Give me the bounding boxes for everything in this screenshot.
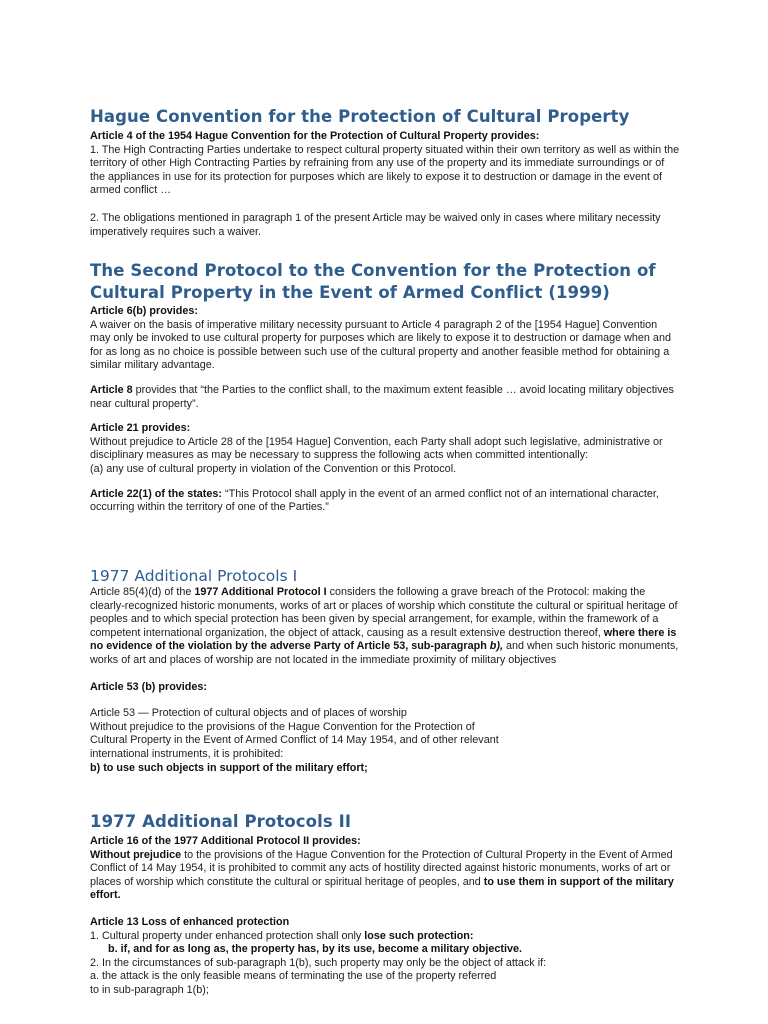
article-8-paragraph: Article 8 provides that “the Parties to the conflict shall, to the maximum extent feasible … avoid locating military objectives near cultural property”.	[90, 383, 674, 410]
section-additional-protocol-1	[90, 566, 680, 775]
article-13-line-1: 1. Cultural property under enhanced protection shall only lose such protection:	[90, 929, 474, 942]
heading-second-protocol: The Second Protocol to the Convention for the Protection of Cultural Property in the Event of Armed Conflict (1999)	[90, 261, 656, 302]
article-53-item-b: b) to use such objects in support of the military effort;	[90, 761, 368, 774]
heading-hague-convention: Hague Convention for the Protection of Cultural Property	[90, 107, 630, 126]
heading-additional-protocol-2: 1977 Additional Protocols II	[90, 812, 352, 831]
article-53-line-2: Without prejudice to the provisions of the Hague Convention for the Protection of	[90, 720, 475, 733]
article-53-line-3: Cultural Property in the Event of Armed Conflict of 14 May 1954, and of other relevant	[90, 734, 499, 747]
article-53-title: Article 53 — Protection of cultural objects and of places of worship	[90, 707, 407, 720]
article-6b-text: A waiver on the basis of imperative military necessity pursuant to Article 4 paragraph 2 of the [1954 Hague] Convention may only be invoked to use cultural property for purposes which are likely to expose it to destruction or damage when and for as long as no choice is possible between such use of the cultural property and another feasible method for obtaining a similar military advantage.	[90, 318, 671, 372]
article-85-paragraph: Article 85(4)(d) of the 1977 Additional Protocol I considers the following a grave breach of the Protocol: making the clearly-recognized historic monuments, works of art or places of worship which constitute the cultural or spiritual heritage of peoples and to which special protection has been given by special arrangement, for example, within the framework of a competent international organization, the object of attack, causing as a result extensive destruction thereof, where there is no evidence of the violation by the adverse Party of Article 53, sub-paragraph b), and when such historic monuments, works of art and places of worship are not located in the immediate proximity of military objectives	[90, 586, 679, 666]
article-6b-label: Article 6(b) provides:	[90, 305, 198, 317]
article-13-label: Article 13 Loss of enhanced protection	[90, 915, 290, 928]
article-13-line-2: b. if, and for as long as, the property has, by its use, become a military objective.	[108, 943, 522, 956]
article-16-text: Without prejudice to the provisions of the Hague Convention for the Protection of Cultural Property in the Event of Armed Conflict of 14 May 1954, it is prohibited to commit any acts of hostility directed against historic monuments, works of art or places of worship which constitute the cultural or spiritual heritage of peoples, and to use them in support of the military effort.	[90, 848, 674, 902]
section-hague-convention	[90, 106, 680, 239]
article-16-label: Article 16 of the 1977 Additional Protocol II provides:	[90, 835, 361, 847]
section-additional-protocol-2	[90, 811, 680, 998]
article-21-label: Article 21 provides:	[90, 422, 191, 435]
article-13-line-3: 2. In the circumstances of sub-paragraph 1(b), such property may only be the object of attack if:	[90, 956, 547, 969]
article-13-line-5: to in sub-paragraph 1(b);	[90, 983, 209, 996]
article-21-item-a: (a) any use of cultural property in violation of the Convention or this Protocol.	[90, 462, 457, 475]
article-53b-label: Article 53 (b) provides:	[90, 680, 207, 693]
article-22-paragraph: Article 22(1) of the states: “This Protocol shall apply in the event of an armed conflict not of an international character, occurring within the territory of one of the Parties.”	[90, 487, 659, 514]
paragraph-2: 2. The obligations mentioned in paragraph 1 of the present Article may be waived only in cases where military necessity imperatively requires such a waiver.	[90, 211, 661, 238]
heading-additional-protocol-1: 1977 Additional Protocols I	[90, 567, 298, 585]
section-second-protocol	[90, 260, 680, 515]
article-13-line-4: a. the attack is the only feasible means of terminating the use of the property referred	[90, 970, 497, 983]
paragraph-1: 1. The High Contracting Parties undertake to respect cultural property situated within their own territory as well as within the territory of other High Contracting Parties by refraining from any use of the property and its immediate surroundings or of the appliances in use for its protection for purposes which are likely to expose it to destruction or damage in the event of armed conflict …	[90, 143, 680, 197]
article-21-text: Without prejudice to Article 28 of the [1954 Hague] Convention, each Party shall adopt such legislative, administrative or disciplinary measures as may be necessary to suppress the following acts when committed intentionally:	[90, 435, 663, 462]
article-53-line-4: international instruments, it is prohibited:	[90, 747, 284, 760]
intro-article-4: Article 4 of the 1954 Hague Convention for the Protection of Cultural Property provides:	[90, 130, 540, 142]
